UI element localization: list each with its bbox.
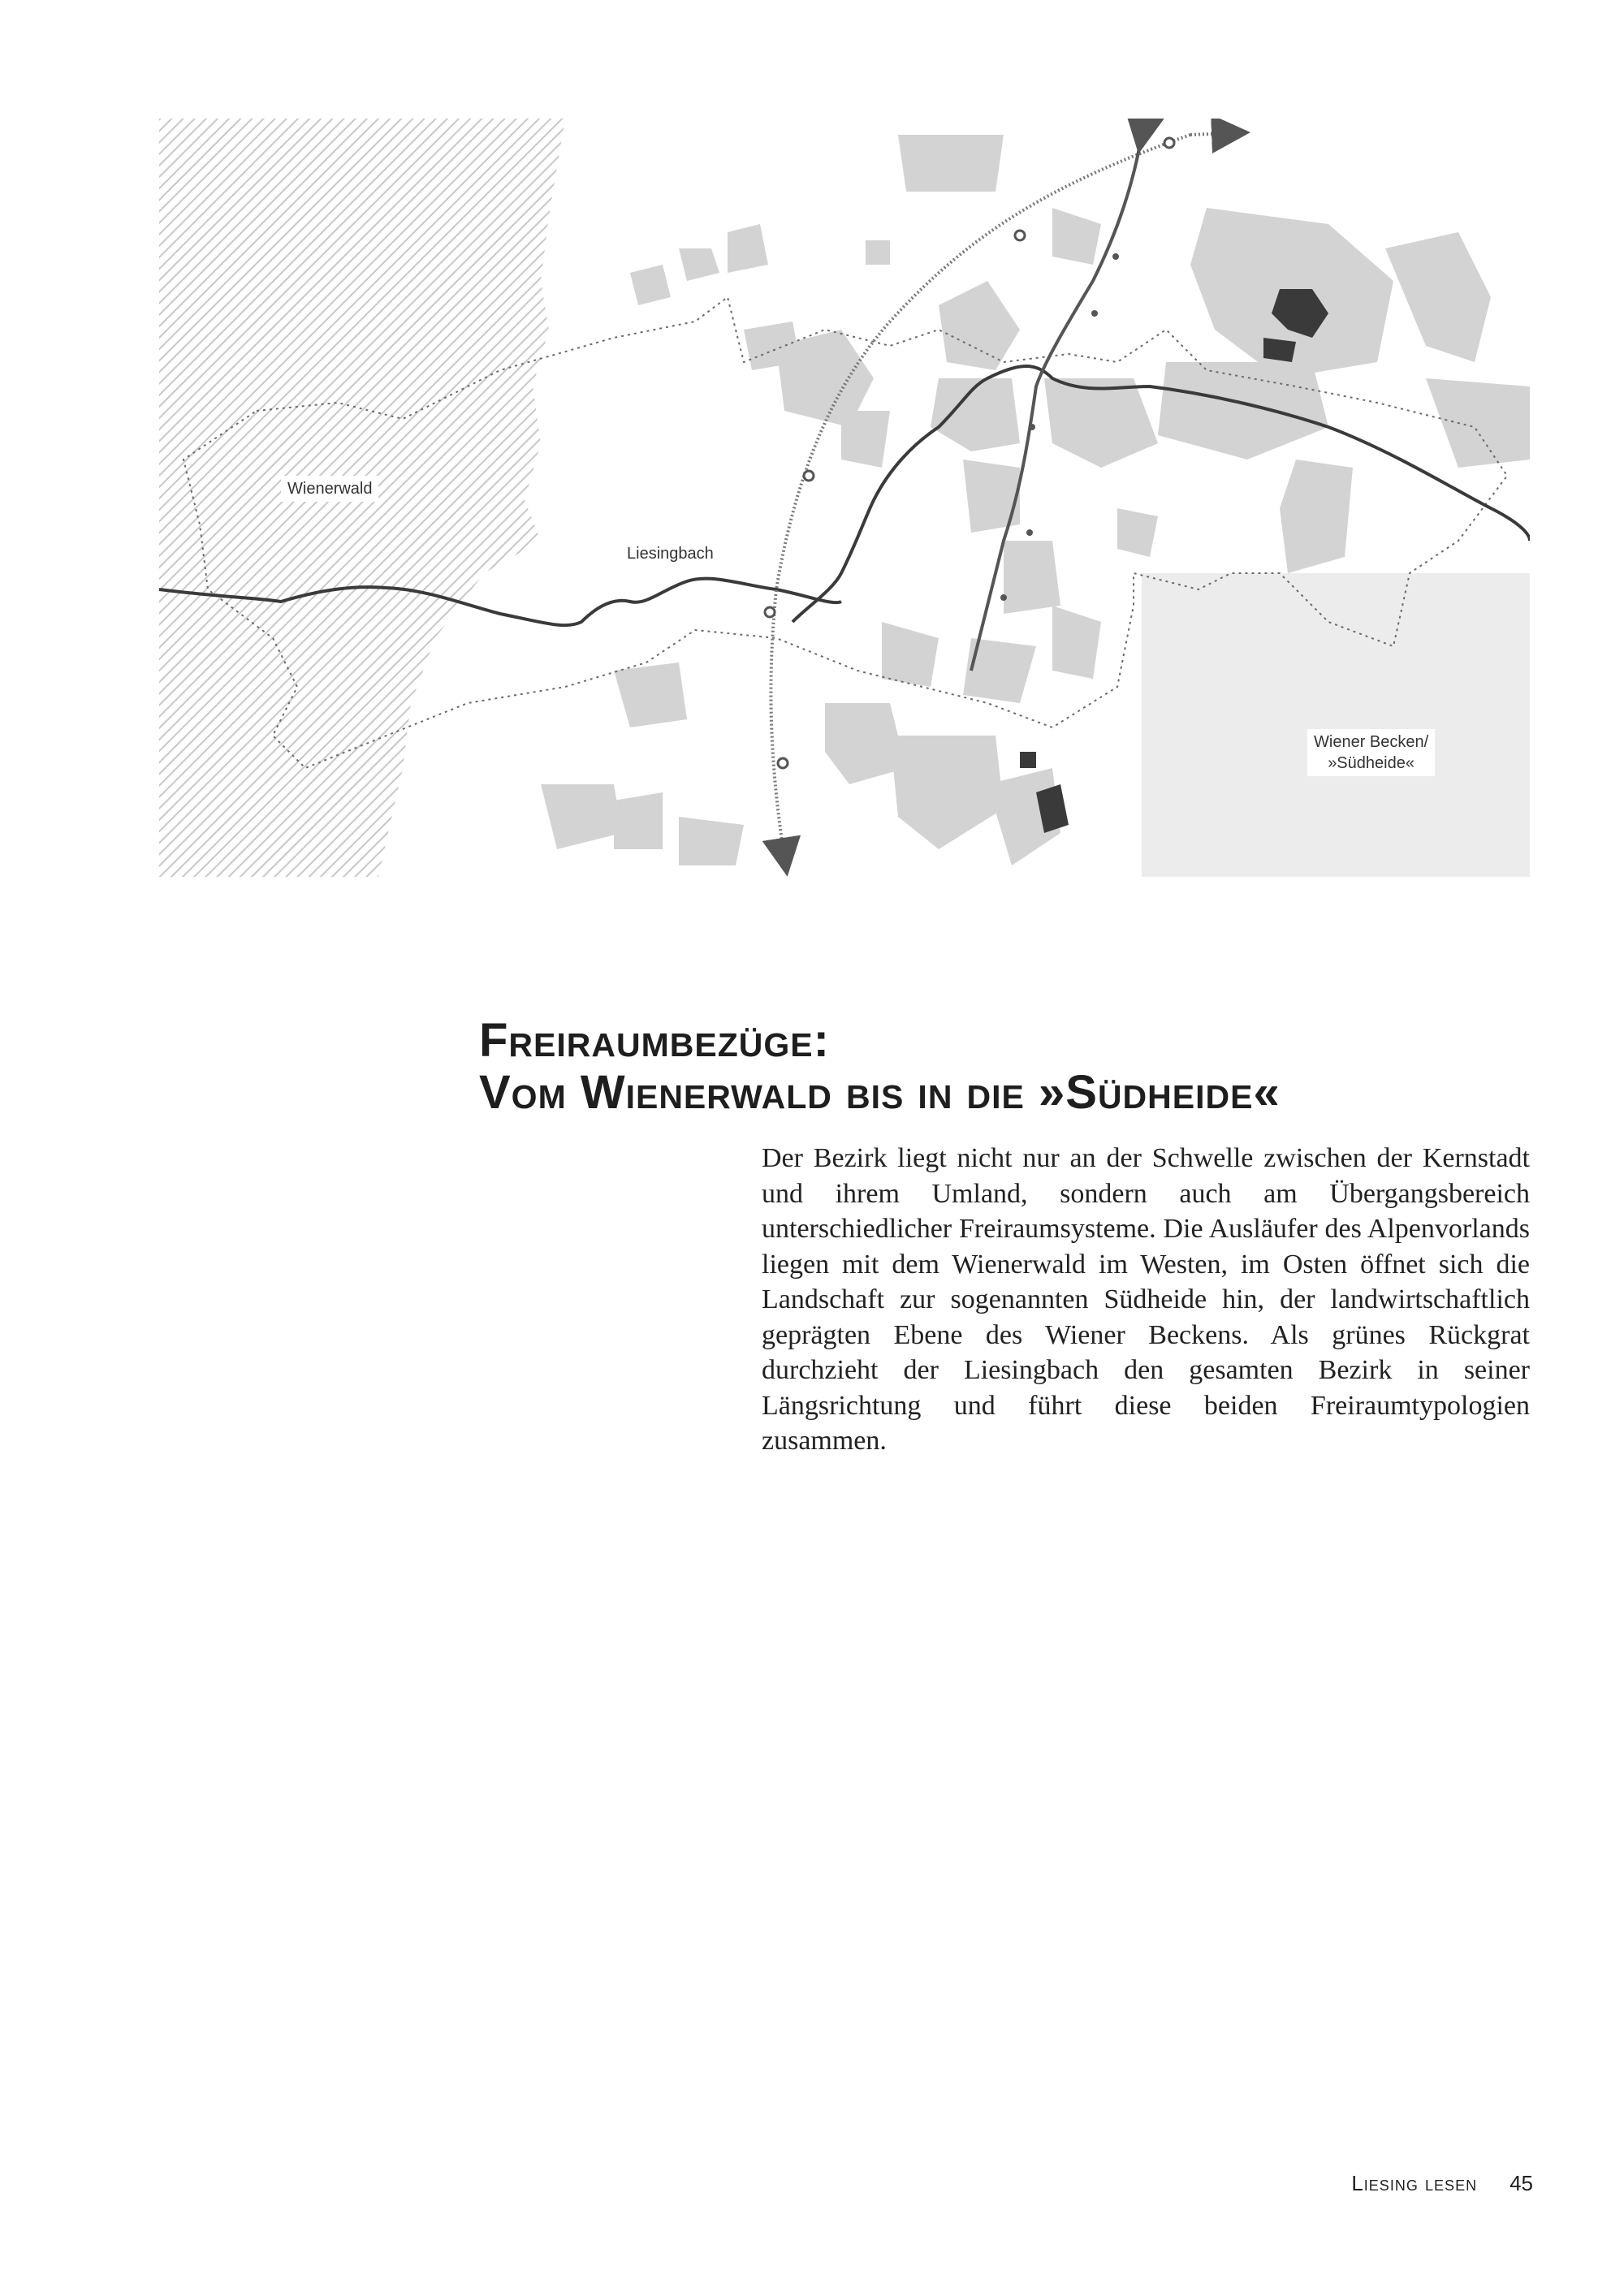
map-label-wiener-becken bbox=[1307, 729, 1435, 776]
map-label-wienerwald: Wienerwald bbox=[281, 476, 378, 502]
body-paragraph: Der Bezirk liegt nicht nur an der Schwelle zwischen der Kernstadt und ihrem Umland, sondern auch am Übergangsbereich unterschiedlicher Freiraumsysteme. Die Ausläufer des Alpenvorlands liegen mit dem Wienerwald im Westen, im Osten öffnet sich die Landschaft zur sogenannten Südheide hin, der landwirtschaftlich geprägten Ebene des Wiener Beckens. Als grünes Rückgrat durchzieht der Liesingbach den gesamten Bezirk in seiner Längsrichtung und führt diese beiden Freiraumtypologien zusammen. bbox=[762, 1143, 1530, 1456]
page-footer bbox=[1324, 2171, 1533, 2196]
heading-line-1: Freiraumbezüge: bbox=[479, 1014, 830, 1067]
page-number: 45 bbox=[1510, 2171, 1533, 2195]
map-label-liesingbach: Liesingbach bbox=[620, 541, 720, 567]
wiener-becken-area bbox=[1142, 573, 1530, 877]
running-title: Liesing lesen bbox=[1351, 2171, 1478, 2195]
map-label-wiener-becken-line1: Wiener Becken/ bbox=[1314, 733, 1429, 751]
heading-line-2: Vom Wienerwald bis in die »Südheide« bbox=[479, 1066, 1281, 1119]
section-heading bbox=[479, 1015, 1535, 1119]
map-label-wiener-becken-line2: »Südheide« bbox=[1328, 754, 1415, 772]
